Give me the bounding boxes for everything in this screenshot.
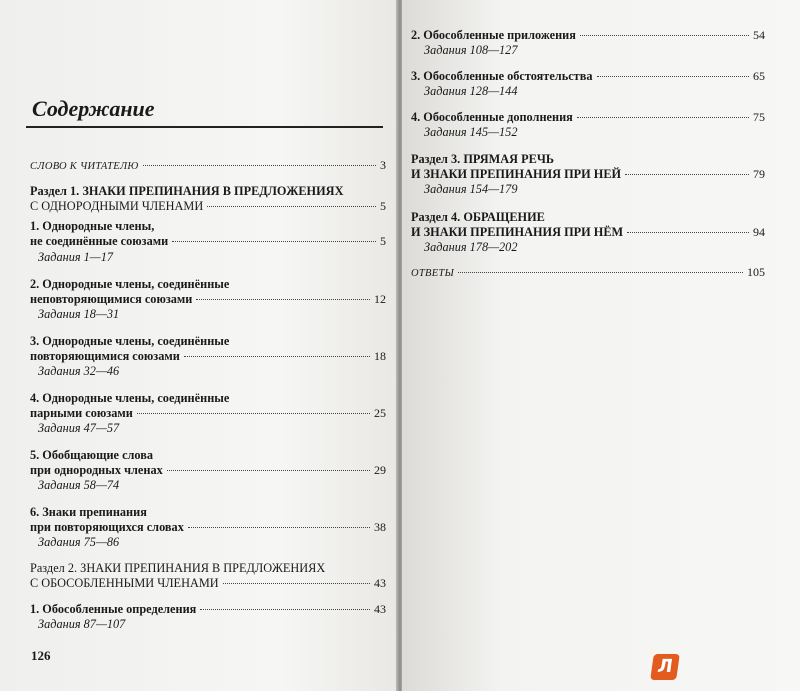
toc-entry-2-4[interactable]	[411, 110, 765, 125]
toc-entry-2[interactable]	[30, 292, 386, 307]
toc-entry-2-2-tasks: Задания 108—127	[424, 43, 518, 57]
toc-section-3-tasks: Задания 154—179	[424, 182, 518, 196]
toc-entry-5[interactable]	[30, 463, 386, 478]
toc-entry-reader-word[interactable]	[30, 158, 386, 174]
toc-entry-label: И ЗНАКИ ПРЕПИНАНИЯ ПРИ НЁМ	[411, 225, 624, 239]
left-page	[0, 0, 398, 691]
toc-entry-page: 3	[380, 158, 386, 172]
toc-entry-page: 43	[374, 576, 386, 590]
leader-dots	[458, 272, 743, 273]
toc-entry-2-line-1: 2. Однородные члены, соединённые	[30, 277, 230, 291]
toc-entry-page: 29	[374, 463, 386, 477]
toc-section-3[interactable]	[411, 167, 765, 182]
toc-entry-page: 18	[374, 349, 386, 363]
toc-entry-2-2[interactable]	[411, 28, 765, 43]
toc-entry-label: 2. Обособленные приложения	[411, 28, 576, 42]
toc-entry-3-tasks: Задания 32—46	[38, 364, 120, 378]
leader-dots	[223, 583, 370, 584]
toc-entry-1-line-1: 1. Однородные члены,	[30, 219, 155, 233]
toc-entry-page: 79	[753, 167, 765, 181]
toc-entry-label: неповторяющимися союзами	[30, 292, 193, 306]
toc-entry-label: С ОДНОРОДНЫМИ ЧЛЕНАМИ	[30, 199, 204, 213]
toc-entry-page: 38	[374, 520, 386, 534]
leader-dots	[188, 527, 370, 528]
toc-entry-page: 25	[374, 406, 386, 420]
toc-section-4-line-1: Раздел 4. ОБРАЩЕНИЕ	[411, 210, 545, 224]
toc-entry-label: И ЗНАКИ ПРЕПИНАНИЯ ПРИ НЕЙ	[411, 167, 622, 181]
leader-dots	[207, 206, 376, 207]
toc-section-4[interactable]	[411, 225, 765, 240]
toc-entry-4[interactable]	[30, 406, 386, 421]
toc-section-4-tasks: Задания 178—202	[424, 240, 518, 254]
toc-entry-label: 1. Обособленные определения	[30, 602, 197, 616]
publisher-logo: Л	[650, 654, 680, 680]
toc-entry-label: ОТВЕТЫ	[411, 268, 455, 279]
toc-section-1-line-1: Раздел 1. ЗНАКИ ПРЕПИНАНИЯ В ПРЕДЛОЖЕНИЯХ	[30, 184, 344, 198]
toc-entry-4-line-1: 4. Однородные члены, соединённые	[30, 391, 230, 405]
toc-entry-6-line-1: 6. Знаки препинания	[30, 505, 147, 519]
toc-entry-1-tasks: Задания 1—17	[38, 250, 114, 264]
toc-entry-6-tasks: Задания 75—86	[38, 535, 120, 549]
right-page	[402, 0, 800, 691]
toc-entry-page: 105	[747, 265, 765, 279]
toc-entry-5-line-1: 5. Обобщающие слова	[30, 448, 154, 462]
toc-entry-answers[interactable]	[411, 265, 765, 281]
toc-section-3-line-1: Раздел 3. ПРЯМАЯ РЕЧЬ	[411, 152, 554, 166]
toc-entry-label: не соединённые союзами	[30, 234, 169, 248]
toc-entry-page: 65	[753, 69, 765, 83]
leader-dots	[196, 299, 370, 300]
toc-entry-2-3-tasks: Задания 128—144	[424, 84, 518, 98]
leader-dots	[625, 174, 749, 175]
leader-dots	[627, 232, 749, 233]
toc-entry-2-tasks: Задания 18—31	[38, 307, 120, 321]
toc-entry-page: 12	[374, 292, 386, 306]
toc-entry-label: 3. Обособленные обстоятельства	[411, 69, 593, 83]
toc-entry-3-line-1: 3. Однородные члены, соединённые	[30, 334, 230, 348]
leader-dots	[577, 117, 749, 118]
toc-section-2-line-1: Раздел 2. ЗНАКИ ПРЕПИНАНИЯ В ПРЕДЛОЖЕНИЯХ	[30, 561, 326, 575]
leader-dots	[172, 241, 376, 242]
page-title: Содержание	[32, 96, 155, 121]
toc-entry-2-4-tasks: Задания 145—152	[424, 125, 518, 139]
leader-dots	[143, 165, 376, 166]
toc-entry-label: повторяющимися союзами	[30, 349, 180, 363]
leader-dots	[184, 356, 370, 357]
toc-entry-page: 5	[380, 234, 386, 248]
title-rule	[26, 126, 383, 128]
toc-entry-6[interactable]	[30, 520, 386, 535]
toc-section-2[interactable]	[30, 576, 386, 591]
toc-entry-label: парными союзами	[30, 406, 133, 420]
leader-dots	[137, 413, 370, 414]
toc-entry-1[interactable]	[30, 234, 386, 249]
leader-dots	[597, 76, 750, 77]
toc-entry-3[interactable]	[30, 349, 386, 364]
toc-section-1[interactable]	[30, 199, 386, 214]
toc-entry-2-1-tasks: Задания 87—107	[38, 617, 126, 631]
toc-entry-page: 54	[753, 28, 765, 42]
toc-entry-page: 75	[753, 110, 765, 124]
toc-entry-label: при однородных членах	[30, 463, 163, 477]
toc-entry-5-tasks: Задания 58—74	[38, 478, 120, 492]
toc-entry-label: С ОБОСОБЛЕННЫМИ ЧЛЕНАМИ	[30, 576, 219, 590]
leader-dots	[580, 35, 749, 36]
leader-dots	[167, 470, 370, 471]
toc-entry-page: 5	[380, 199, 386, 213]
toc-entry-label: при повторяющихся словах	[30, 520, 184, 534]
toc-entry-page: 43	[374, 602, 386, 616]
toc-entry-label: СЛОВО К ЧИТАТЕЛЮ	[30, 161, 139, 172]
page-number: 126	[31, 648, 51, 663]
toc-entry-label: 4. Обособленные дополнения	[411, 110, 573, 124]
leader-dots	[200, 609, 370, 610]
toc-entry-page: 94	[753, 225, 765, 239]
toc-entry-2-1[interactable]	[30, 602, 386, 617]
toc-entry-4-tasks: Задания 47—57	[38, 421, 120, 435]
toc-entry-2-3[interactable]	[411, 69, 765, 84]
